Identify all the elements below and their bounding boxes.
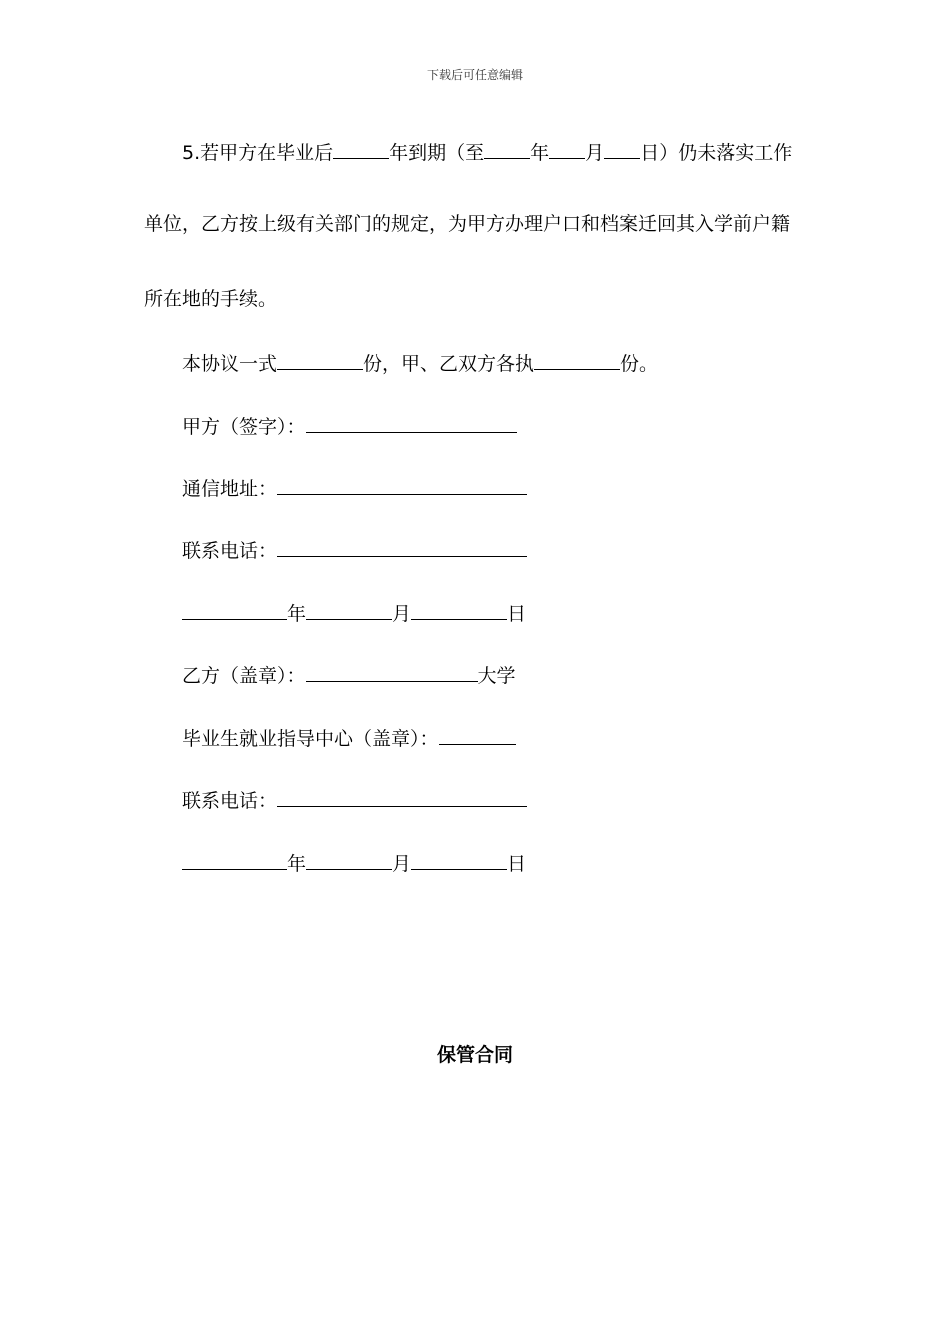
next-contract-title: 保管合同 (436, 1044, 513, 1066)
clause-5-line-1 (182, 138, 792, 165)
party-a-date-line (182, 599, 526, 626)
clause-5-text-c: 年 (530, 142, 550, 164)
party-a-sign-field[interactable] (306, 412, 517, 433)
copies-line (182, 349, 658, 376)
party-a-sign-line (182, 412, 517, 439)
clause-5-line-3: 所在地的手续。 (144, 288, 278, 310)
clause-5-text-a: 5.若甲方在毕业后 (182, 142, 334, 164)
career-center-label: 毕业生就业指导中心（盖章）： (182, 728, 439, 750)
end-day-blank[interactable] (604, 138, 640, 159)
party-b-month-blank[interactable] (306, 849, 392, 870)
clause-5-text-b: 年到期（至 (389, 142, 485, 164)
career-center-field[interactable] (439, 724, 516, 745)
end-month-blank[interactable] (549, 138, 585, 159)
year-label: 年 (287, 853, 307, 875)
party-a-sign-label: 甲方（签字）： (182, 416, 306, 438)
page-header: 下载后可任意编辑 (426, 68, 523, 82)
copies-text-c: 份。 (620, 353, 659, 375)
party-b-seal-line (182, 661, 516, 688)
party-a-address-line (182, 474, 527, 501)
total-copies-blank[interactable] (277, 349, 363, 370)
party-a-address-field[interactable] (277, 474, 527, 495)
party-b-university-field[interactable] (306, 661, 478, 682)
party-a-day-blank[interactable] (411, 599, 507, 620)
university-label: 大学 (477, 665, 516, 687)
party-a-year-blank[interactable] (182, 599, 287, 620)
party-b-year-blank[interactable] (182, 849, 287, 870)
copies-text-b: 份，甲、乙双方各执 (363, 353, 535, 375)
clause-5-text-d: 月 (585, 142, 605, 164)
month-label: 月 (392, 853, 412, 875)
clause-5-text-e: 日）仍未落实工作 (640, 142, 793, 164)
party-a-phone-line (182, 536, 527, 563)
month-label: 月 (392, 603, 412, 625)
party-a-month-blank[interactable] (306, 599, 392, 620)
party-b-date-line (182, 849, 526, 876)
party-a-address-label: 通信地址： (182, 478, 278, 500)
day-label: 日 (507, 603, 527, 625)
year-label: 年 (287, 603, 307, 625)
copies-text-a: 本协议一式 (182, 353, 278, 375)
end-year-blank[interactable] (484, 138, 530, 159)
each-copies-blank[interactable] (534, 349, 620, 370)
party-b-phone-field[interactable] (277, 786, 527, 807)
party-b-phone-label: 联系电话： (182, 790, 278, 812)
party-a-phone-field[interactable] (277, 536, 527, 557)
party-b-seal-label: 乙方（盖章）： (182, 665, 306, 687)
party-b-day-blank[interactable] (411, 849, 507, 870)
clause-5-line-2: 单位，乙方按上级有关部门的规定，为甲方办理户口和档案迁回其入学前户籍 (144, 213, 791, 235)
years-blank[interactable] (333, 138, 389, 159)
day-label: 日 (507, 853, 527, 875)
career-center-line (182, 724, 516, 751)
party-b-phone-line (182, 786, 527, 813)
party-a-phone-label: 联系电话： (182, 540, 278, 562)
